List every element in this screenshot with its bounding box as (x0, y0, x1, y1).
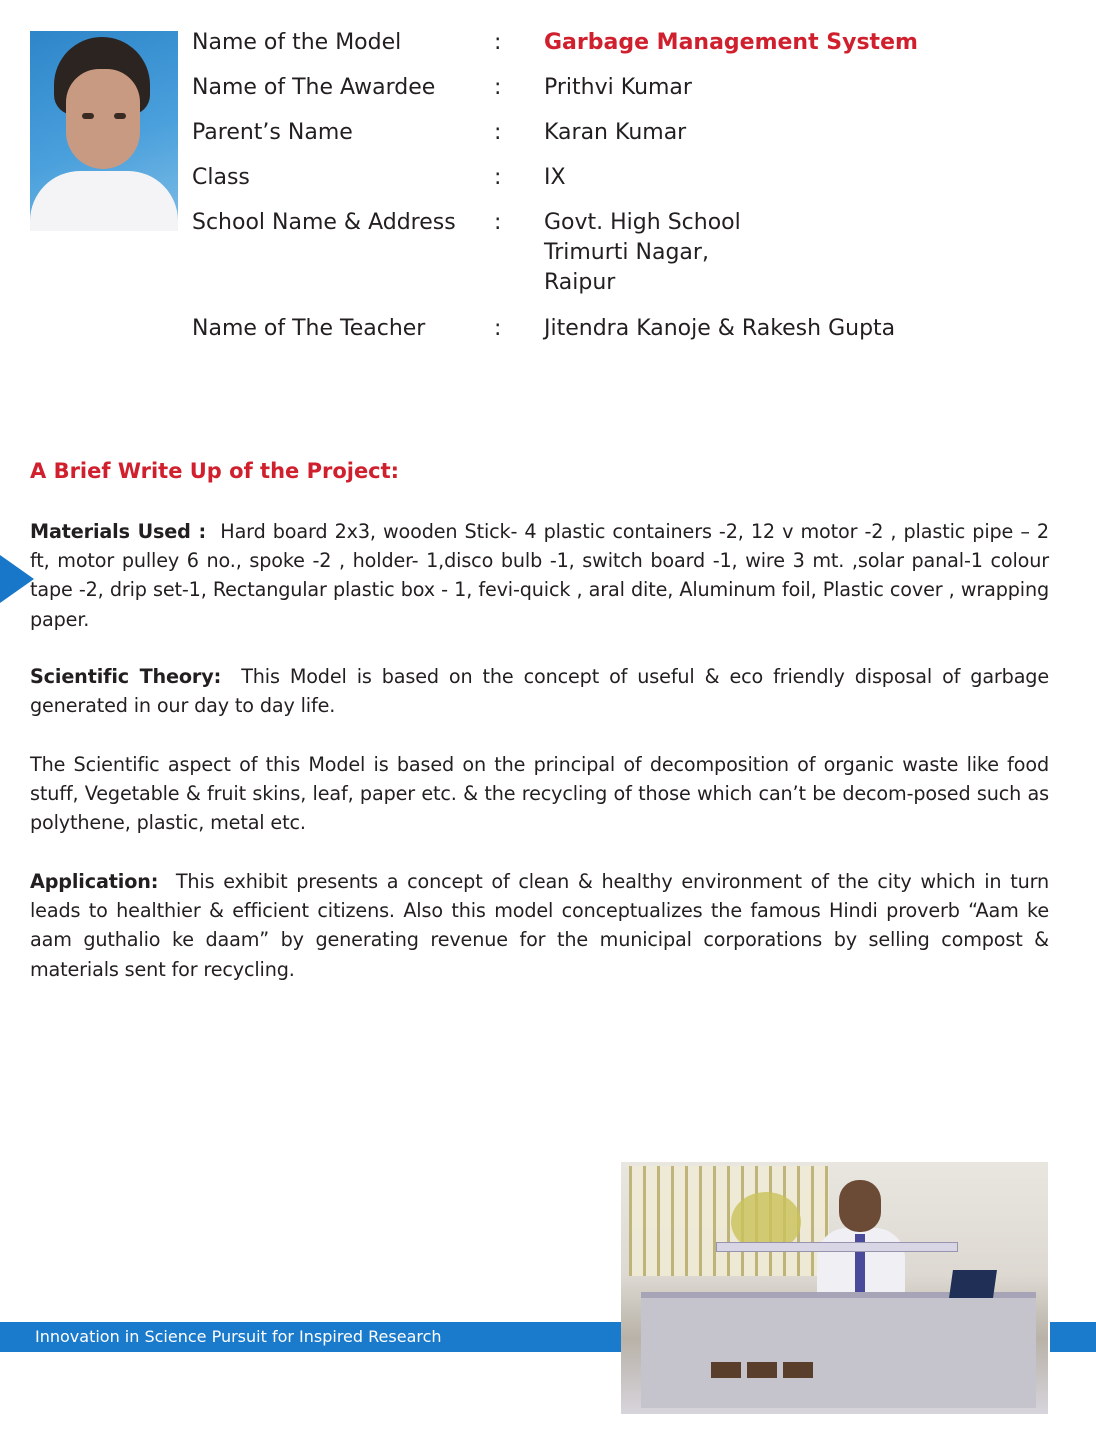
exhibit-photo (621, 1162, 1048, 1414)
application-text: This exhibit presents a concept of clean & healthy environment of the city which in turn leads to healthier & efficient citizens. Also this model conceptualizes the famous Hindi proverb “Aam ke aam guthalio ke daam” by generating revenue for the municipal corporations by selling compost & materials sent for recycling. (30, 870, 1050, 981)
aspect-text: The Scientific aspect of this Model is based on the principal of decomposition of organic waste like food stuff, Vegetable & fruit skins, leaf, paper etc. & the recycling of those which can’t be decom-posed such as polythene, plastic, metal etc. (30, 753, 1049, 835)
materials-heading: Materials Used : (30, 520, 206, 543)
photo-compost-bin (711, 1362, 741, 1378)
photo-model-rail (716, 1242, 958, 1252)
materials-paragraph (30, 517, 1049, 634)
writeup-title: A Brief Write Up of the Project: (30, 459, 400, 483)
field-label: School Name & Address (192, 210, 456, 235)
awardee-photo (30, 31, 178, 231)
value-line: IX (544, 165, 566, 190)
photo-student-head (839, 1180, 881, 1232)
application-paragraph (30, 867, 1049, 984)
field-separator: : (494, 120, 502, 145)
value-line: Jitendra Kanoje & Rakesh Gupta (544, 316, 896, 341)
value-line: Garbage Management System (544, 30, 918, 55)
field-label: Name of the Model (192, 30, 402, 55)
materials-text: Hard board 2x3, wooden Stick- 4 plastic containers -2, 12 v motor -2 , plastic pipe – 2 ft, motor pulley 6 no., spoke -2 , holder- 1,disco bulb -1, switch board -1, wire 3 mt. ,solar panal-1 colour tape -2, drip set-1, Rectangular plastic box - 1, fevi-quick , aral dite, Aluminum foil, Plastic cover , wrapping paper. (30, 520, 1049, 631)
photo-solar-panel (949, 1270, 997, 1298)
photo-compost-bin (783, 1362, 813, 1378)
footer-tagline: Innovation in Science Pursuit for Inspired Research (35, 1327, 442, 1346)
field-label: Name of The Teacher (192, 316, 426, 341)
parent-name-value (544, 118, 686, 148)
footer-band-right (1050, 1322, 1096, 1352)
theory-heading: Scientific Theory: (30, 665, 222, 688)
value-line: Raipur (544, 270, 616, 295)
field-label: Parent’s Name (192, 120, 353, 145)
arrow-marker-icon (0, 555, 34, 603)
theory-text: This Model is based on the concept of useful & eco friendly disposal of garbage generated in our day to day life. (30, 665, 1049, 718)
photo-eye-left (82, 113, 94, 119)
model-name-value (544, 28, 918, 58)
field-label: Class (192, 165, 250, 190)
value-line: Trimurti Nagar, (544, 240, 709, 265)
photo-model-base (641, 1292, 1036, 1408)
school-value (544, 208, 741, 298)
class-value (544, 163, 566, 193)
teacher-value (544, 314, 895, 344)
value-line: Prithvi Kumar (544, 75, 692, 100)
field-separator: : (494, 316, 502, 341)
value-line: Govt. High School (544, 210, 741, 235)
field-separator: : (494, 30, 502, 55)
field-separator: : (494, 75, 502, 100)
application-heading: Application: (30, 870, 159, 893)
photo-shirt (30, 171, 178, 231)
value-line: Karan Kumar (544, 120, 687, 145)
photo-compost-bin (747, 1362, 777, 1378)
field-separator: : (494, 165, 502, 190)
photo-eye-right (114, 113, 126, 119)
photo-face (66, 69, 140, 169)
theory-paragraph (30, 662, 1049, 720)
awardee-name-value (544, 73, 692, 103)
scientific-aspect-paragraph (30, 750, 1049, 838)
field-label: Name of The Awardee (192, 75, 436, 100)
field-separator: : (494, 210, 502, 235)
